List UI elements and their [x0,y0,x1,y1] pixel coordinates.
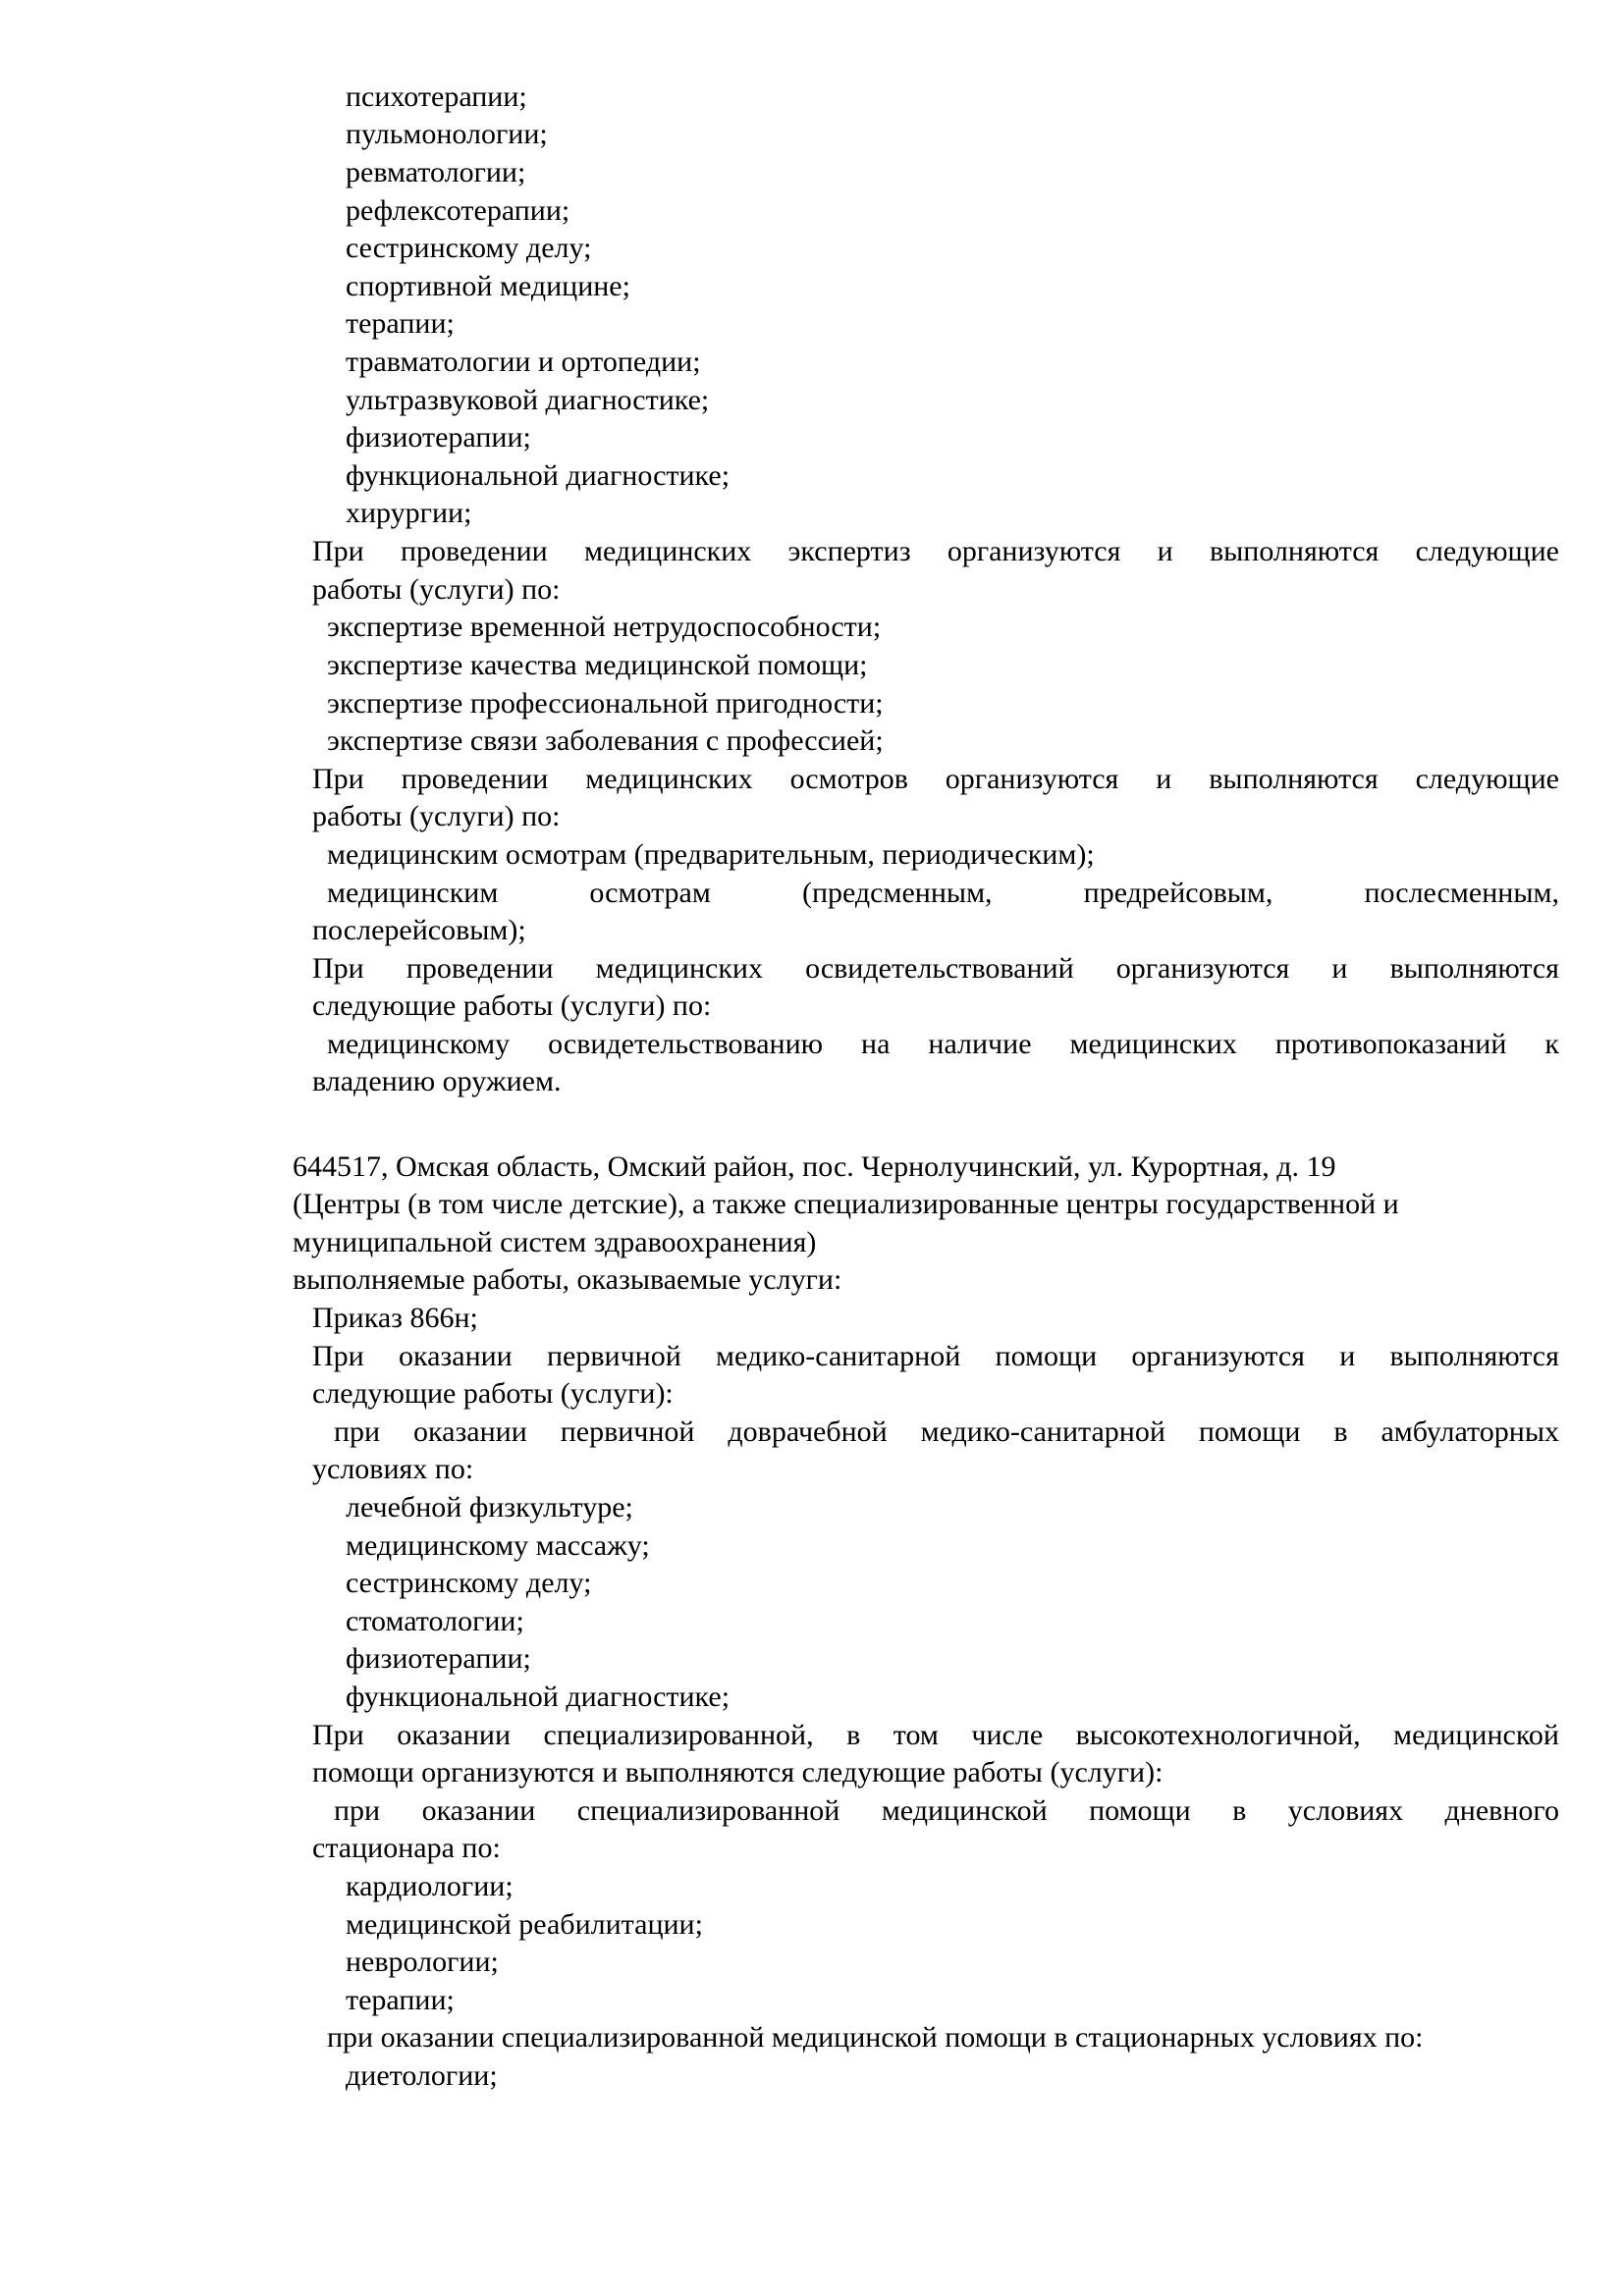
expertise-intro-line2: работы (услуги) по: [312,573,561,606]
word: освидетельствованию [548,1028,824,1060]
list-item: терапии; [346,307,455,340]
specialized-day-line2: стационара по: [312,1832,501,1864]
word: проведении [401,763,549,795]
list-item: медицинской реабилитации; [346,1908,703,1941]
specialized-day-line1 [334,1792,1559,1831]
address-line1: 644517, Омская область, Омский район, пос. Чернолучинский, ул. Курортная, д. 19 [293,1150,1336,1183]
specialized-intro-line2: помощи организуются и выполняются следующие работы (услуги): [312,1756,1164,1789]
list-item: ревматологии; [346,156,526,188]
word: организуются [1131,1340,1305,1372]
word: организуются [1115,952,1290,985]
word: амбулаторных [1380,1415,1559,1448]
word: проведении [406,952,554,985]
word: оказании [413,1415,527,1448]
list-item: функциональной диагностике; [346,459,731,492]
list-item: спортивной медицине; [346,270,630,302]
word: помощи [995,1340,1098,1372]
word: освидетельствований [805,952,1074,985]
list-item: экспертизе временной нетрудоспособности; [327,611,882,643]
certification-item-line1 [327,1026,1559,1064]
certification-intro-line1 [312,950,1559,988]
word: том [893,1719,939,1751]
word: наличие [928,1028,1032,1060]
word: (предсменным, [801,877,993,909]
word: следующие [1415,763,1559,795]
word: высокотехнологичной, [1075,1719,1361,1751]
address-line2: (Центры (в том числе детские), а также специализированные центры государственной и [293,1188,1399,1220]
list-item: сестринскому делу; [346,232,592,264]
word: При [312,763,364,795]
exams-intro-line1 [312,761,1559,799]
list-item: функциональной диагностике; [346,1681,731,1713]
word: в [1232,1794,1247,1827]
exams-item2-line1 [327,875,1559,913]
word: специализированной [576,1794,840,1827]
word: медицинским [327,877,499,909]
word: выполняются [1389,1340,1559,1372]
list-item: стоматологии; [346,1605,524,1637]
list-item: диетологии; [346,2059,498,2092]
address-line4: выполняемые работы, оказываемые услуги: [293,1263,842,1296]
word: медицинскому [327,1028,511,1060]
word: проведении [400,535,548,567]
list-item: экспертизе качества медицинской помощи; [327,649,868,681]
list-item: сестринскому делу; [346,1567,592,1599]
word: выполняются [1389,952,1559,985]
word: предрейсовым, [1083,877,1273,909]
list-item: физиотерапии; [346,421,531,454]
word: медицинских [585,763,753,795]
list-item: физиотерапии; [346,1642,531,1675]
list-item: экспертизе связи заболевания с профессией; [327,724,884,757]
list-item: пульмонологии; [346,118,548,150]
word: специализированной, [543,1719,814,1751]
word: оказании [398,1340,513,1372]
word: в [846,1719,861,1751]
list-item: лечебной физкультуре; [346,1491,633,1523]
word: числе [971,1719,1044,1751]
list-item: хирургии; [346,497,472,529]
list-item: терапии; [346,1984,455,2016]
word: оказании [397,1719,512,1751]
word: послесменным, [1364,877,1559,909]
expertise-intro-line1 [312,533,1559,571]
list-item: неврологии; [346,1946,499,1978]
list-item: кардиологии; [346,1870,514,1902]
exams-item2-line2: послерейсовым); [312,914,526,946]
word: условиях [1287,1794,1404,1827]
specialized-intro-line1 [312,1717,1559,1755]
word: медико-санитарной [716,1340,961,1372]
word: первичной [546,1340,681,1372]
word: и [1339,1340,1356,1372]
word: организуются [945,763,1119,795]
list-item: рефлексотерапии; [346,194,570,227]
address-line3: муниципальной систем здравоохранения) [293,1226,817,1258]
list-item: экспертизе профессиональной пригодности; [327,687,884,720]
word: экспертиз [787,535,911,567]
certification-intro-line2: следующие работы (услуги) по: [312,989,712,1022]
word: медико-санитарной [920,1415,1165,1448]
word: При [312,1340,364,1372]
primary-intro-line1 [312,1338,1559,1376]
word: медицинской [881,1794,1048,1827]
word: дневного [1444,1794,1559,1827]
list-item: медицинскому массажу; [346,1529,650,1562]
word: медицинских [1069,1028,1237,1060]
word: При [312,535,364,567]
word: на [861,1028,891,1060]
word: выполняются [1209,763,1379,795]
list-item: травматологии и ортопедии; [346,346,701,378]
primary-sub-line2: условиях по: [312,1453,474,1485]
word: При [312,1719,364,1751]
word: первичной [560,1415,695,1448]
word: при [334,1794,381,1827]
word: к [1544,1028,1559,1060]
list-item: психотерапии; [346,80,527,113]
word: при [334,1415,381,1448]
word: организуются [947,535,1121,567]
word: в [1333,1415,1348,1448]
word: медицинской [1393,1719,1559,1751]
word: осмотрам [589,877,711,909]
list-item: медицинским осмотрам (предварительным, периодическим); [327,838,1095,871]
primary-sub-line1 [334,1414,1559,1452]
word: При [312,952,364,985]
word: помощи [1198,1415,1301,1448]
word: и [1331,952,1348,985]
word: медицинских [583,535,752,567]
word: и [1156,763,1172,795]
primary-intro-line2: следующие работы (услуги): [312,1377,674,1410]
word: доврачебной [728,1415,888,1448]
word: противопоказаний [1274,1028,1507,1060]
word: медицинских [595,952,763,985]
word: и [1157,535,1173,567]
word: помощи [1089,1794,1191,1827]
word: следующие [1415,535,1559,567]
specialized-inpatient-line: при оказании специализированной медицинской помощи в стационарных условиях по: [327,2021,1424,2054]
exams-intro-line2: работы (услуги) по: [312,800,561,832]
word: осмотров [789,763,908,795]
order-line: Приказ 866н; [312,1302,478,1334]
list-item: ультразвуковой диагностике; [346,384,710,416]
word: оказании [421,1794,536,1827]
word: выполняются [1209,535,1380,567]
certification-item-line2: владению оружием. [312,1065,562,1097]
